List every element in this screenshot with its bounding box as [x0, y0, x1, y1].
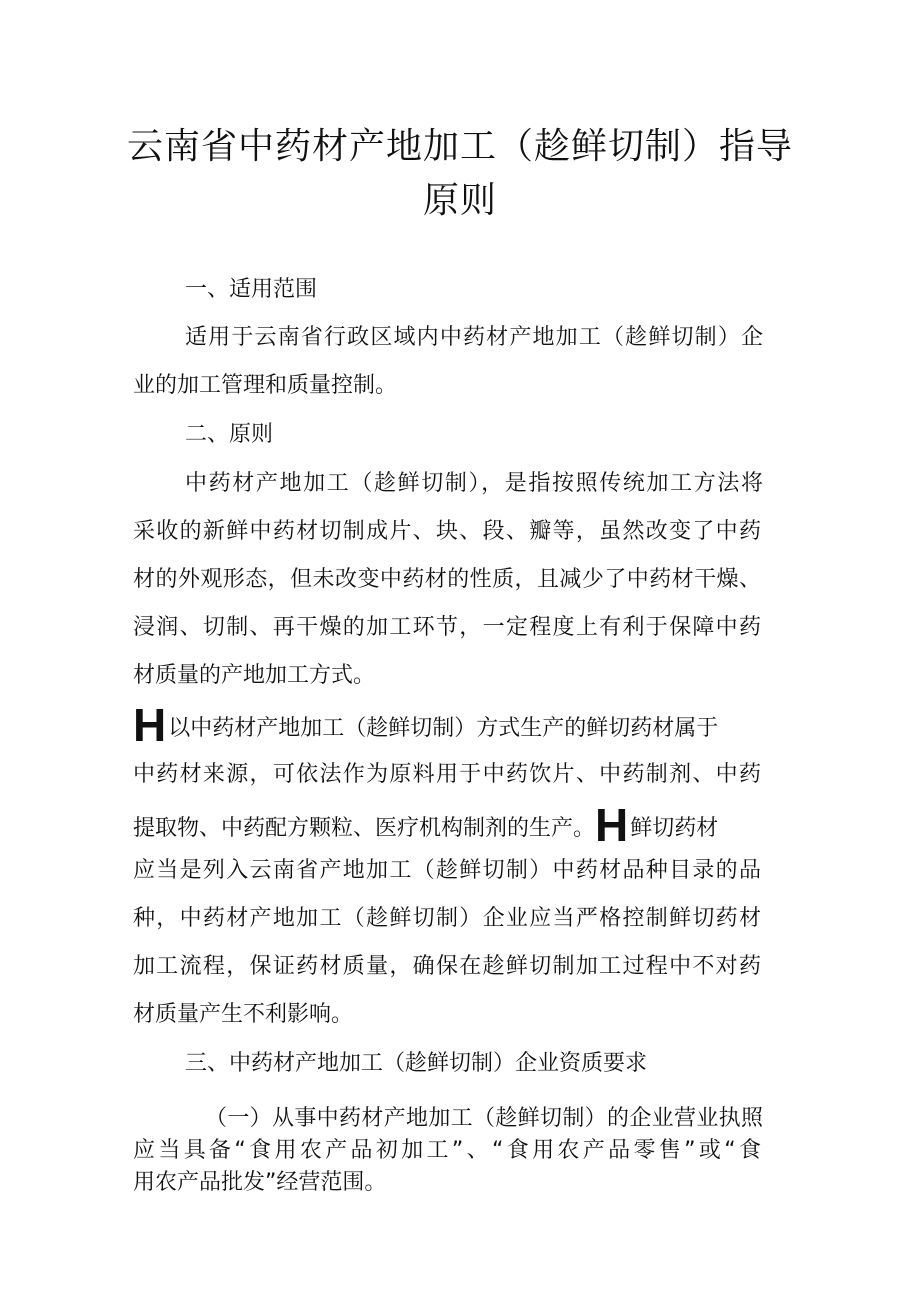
section-heading-scope: 一、适用范围	[185, 277, 318, 302]
paragraph-line: 中药材来源，可依法作为原料用于中药饮片、中药制剂、中药	[133, 762, 761, 787]
paragraph-line: 业的加工管理和质量控制。	[133, 373, 398, 398]
paragraph-text: 提取物、中药配方颗粒、医疗机构制剂的生产。	[133, 816, 596, 841]
paragraph-marker: H	[595, 799, 629, 851]
paragraph-line: 采收的新鲜中药材切制成片、块、段、瓣等，虽然改变了中药	[133, 519, 761, 544]
paragraph-line	[133, 699, 719, 751]
paragraph-line: 材质量的产地加工方式。	[133, 663, 376, 688]
paragraph-line	[133, 799, 719, 851]
paragraph-line: 应当是列入云南省产地加工（趁鲜切制）中药材品种目录的品	[133, 858, 761, 883]
section-heading-qualification: 三、中药材产地加工（趁鲜切制）企业资质要求	[185, 1051, 648, 1076]
section-heading-principle: 二、原则	[185, 422, 274, 447]
paragraph-line: （一）从事中药材产地加工（趁鲜切制）的企业营业执照	[205, 1106, 763, 1131]
paragraph-line: 中药材产地加工（趁鲜切制），是指按照传统加工方法将	[185, 471, 763, 496]
paragraph-line: 用农产品批发”经营范围。	[133, 1170, 387, 1195]
paragraph-line: 加工流程，保证药材质量，确保在趁鲜切制加工过程中不对药	[133, 954, 761, 979]
paragraph-text: 鲜切药材	[630, 816, 719, 841]
paragraph-line: 浸润、切制、再干燥的加工环节，一定程度上有利于保障中药	[133, 615, 761, 640]
paragraph-line: 种，中药材产地加工（趁鲜切制）企业应当严格控制鲜切药材	[133, 906, 761, 931]
paragraph-line: 适用于云南省行政区域内中药材产地加工（趁鲜切制）企	[185, 325, 763, 350]
paragraph-line: 材质量产生不利影响。	[133, 1002, 354, 1027]
paragraph-text: 以中药材产地加工（趁鲜切制）方式生产的鲜切药材属于	[168, 716, 719, 741]
paragraph-line: 材的外观形态，但未改变中药材的性质，且减少了中药材干燥、	[133, 567, 761, 592]
paragraph-line: 应当具备“食用农产品初加工”、“食用农产品零售”或“食	[133, 1138, 761, 1163]
paragraph-marker: H	[133, 699, 167, 751]
document-title-line2: 原则	[422, 180, 497, 221]
document-title-line1: 云南省中药材产地加工（趁鲜切制）指导	[126, 126, 793, 167]
